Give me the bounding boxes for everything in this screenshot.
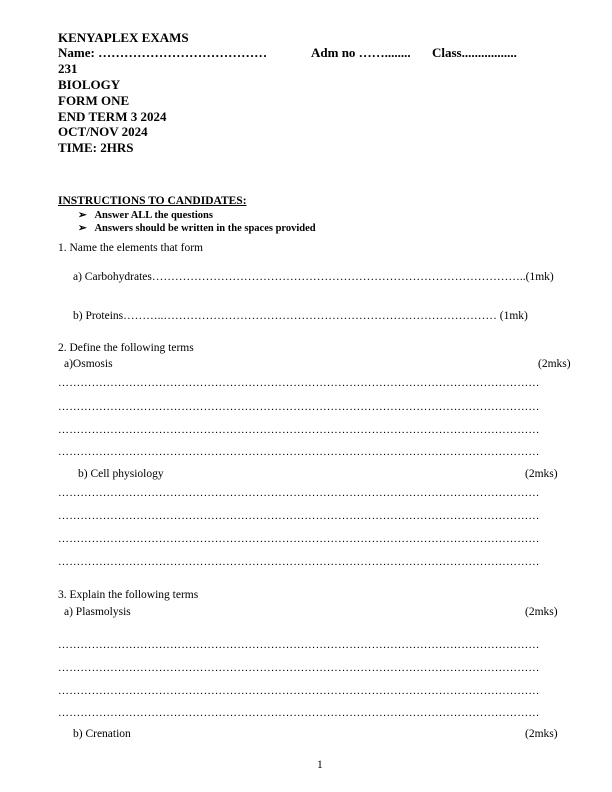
- answer-line[interactable]: …………………………………………………………………………………………………………………: [58, 533, 540, 545]
- arrow-bullet-icon: ➢: [78, 210, 87, 221]
- form-level: FORM ONE: [58, 93, 130, 108]
- answer-line[interactable]: …………………………………………………………………………………………………………………: [58, 401, 540, 413]
- answer-line[interactable]: …………………………………………………………………………………………………………………: [58, 662, 540, 674]
- question-3-text: 3. Explain the following terms: [58, 589, 199, 601]
- question-2a-marks: (2mks): [538, 358, 571, 370]
- adm-no-field-label: Adm no ……........: [311, 45, 411, 60]
- school-title: KENYAPLEX EXAMS: [58, 30, 189, 45]
- question-1b-line: b) Proteins………..…………………………………………………………………………… (1mk): [73, 310, 528, 322]
- question-2a-label: a)Osmosis: [64, 358, 113, 370]
- answer-line[interactable]: …………………………………………………………………………………………………………………: [58, 685, 540, 697]
- question-1a-line: a) Carbohydrates……………………………………………………………………………………..(1mk): [73, 271, 554, 283]
- answer-line[interactable]: …………………………………………………………………………………………………………………: [58, 487, 540, 499]
- question-2-text: 2. Define the following terms: [58, 342, 194, 354]
- exam-term: END TERM 3 2024: [58, 109, 167, 124]
- exam-session: OCT/NOV 2024: [58, 124, 148, 139]
- answer-line[interactable]: …………………………………………………………………………………………………………………: [58, 510, 540, 522]
- exam-duration: TIME: 2HRS: [58, 140, 134, 155]
- question-3b-marks: (2mks): [525, 728, 558, 740]
- page-number: 1: [317, 759, 323, 771]
- instruction-item: [78, 222, 316, 234]
- question-3a-label: a) Plasmolysis: [64, 606, 131, 618]
- answer-line[interactable]: …………………………………………………………………………………………………………………: [58, 707, 540, 719]
- answer-line[interactable]: …………………………………………………………………………………………………………………: [58, 556, 540, 568]
- question-3a-marks: (2mks): [525, 606, 558, 618]
- question-2b-label: b) Cell physiology: [78, 468, 164, 480]
- paper-code: 231: [58, 61, 78, 76]
- answer-line[interactable]: …………………………………………………………………………………………………………………: [58, 424, 540, 436]
- instruction-item: [78, 209, 213, 221]
- answer-line[interactable]: …………………………………………………………………………………………………………………: [58, 377, 540, 389]
- arrow-bullet-icon: ➢: [78, 223, 87, 234]
- answer-line[interactable]: …………………………………………………………………………………………………………………: [58, 639, 540, 651]
- question-3b-label: b) Crenation: [73, 728, 131, 740]
- instruction-text: Answers should be written in the spaces provided: [94, 223, 316, 234]
- answer-line[interactable]: …………………………………………………………………………………………………………………: [58, 446, 540, 458]
- question-1-text: 1. Name the elements that form: [58, 242, 203, 254]
- class-field-label: Class.................: [432, 45, 517, 60]
- question-2b-marks: (2mks): [525, 468, 558, 480]
- name-field-label: Name: …………………………………: [58, 45, 268, 60]
- instructions-heading: INSTRUCTIONS TO CANDIDATES:: [58, 195, 247, 207]
- instruction-text: Answer ALL the questions: [94, 210, 213, 221]
- subject-title: BIOLOGY: [58, 77, 121, 92]
